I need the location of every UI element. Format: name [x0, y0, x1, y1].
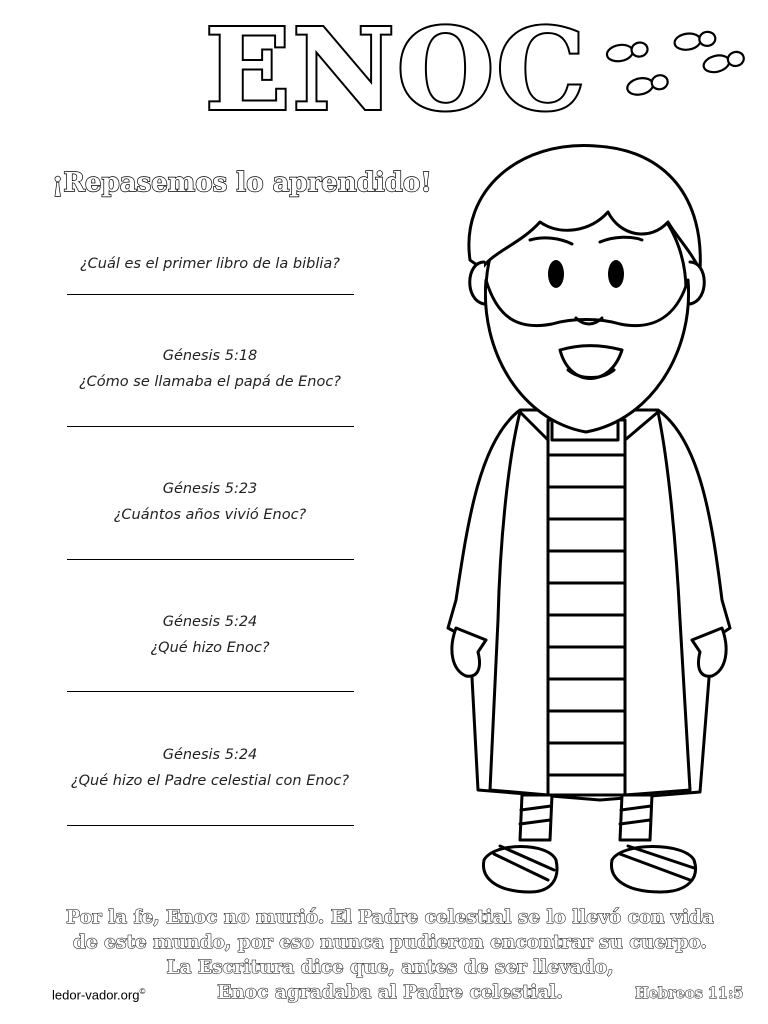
scripture-reference: Génesis 5:18 — [162, 348, 258, 364]
question-item — [60, 742, 360, 794]
verse-line: Enoc agradaba al Padre celestial. — [217, 982, 563, 1003]
copyright-mark: © — [139, 987, 146, 996]
site-credit — [52, 987, 145, 1002]
scripture-reference — [60, 225, 360, 251]
question-text: ¿Cuántos años vivió Enoc? — [113, 507, 307, 523]
verse-line: Por la fe, Enoc no murió. El Padre celestial se lo llevó con vida — [66, 907, 714, 928]
question-item — [60, 343, 360, 395]
answer-line — [67, 691, 354, 692]
question-item — [60, 609, 360, 661]
answer-line — [67, 294, 354, 295]
question-text: ¿Cómo se llamaba el papá de Enoc? — [78, 374, 341, 390]
question-text: ¿Qué hizo Enoc? — [150, 640, 270, 656]
answer-line — [67, 825, 354, 826]
question-text: ¿Cuál es el primer libro de la biblia? — [79, 256, 341, 272]
review-heading: ¡Repasemos lo aprendido! — [52, 168, 432, 198]
scripture-reference: Génesis 5:24 — [162, 747, 258, 763]
answer-line — [67, 426, 354, 427]
enoch-illustration — [440, 128, 740, 903]
verse-line: La Escritura dice que, antes de ser llevado, — [166, 957, 614, 978]
verse-reference: Hebreos 11:5 — [635, 985, 744, 1002]
scripture-reference: Génesis 5:24 — [162, 614, 258, 630]
page-title: ENOC — [205, 5, 588, 136]
site-name: ledor-vador.org — [52, 987, 140, 1003]
question-text: ¿Qué hizo el Padre celestial con Enoc? — [70, 773, 350, 789]
verse-line: de este mundo, por eso nunca pudieron encontrar su cuerpo. — [73, 932, 707, 953]
answer-line — [67, 559, 354, 560]
scripture-reference: Génesis 5:23 — [162, 481, 258, 497]
footprints-icon — [596, 24, 756, 104]
question-item — [60, 225, 360, 277]
question-item — [60, 476, 360, 528]
